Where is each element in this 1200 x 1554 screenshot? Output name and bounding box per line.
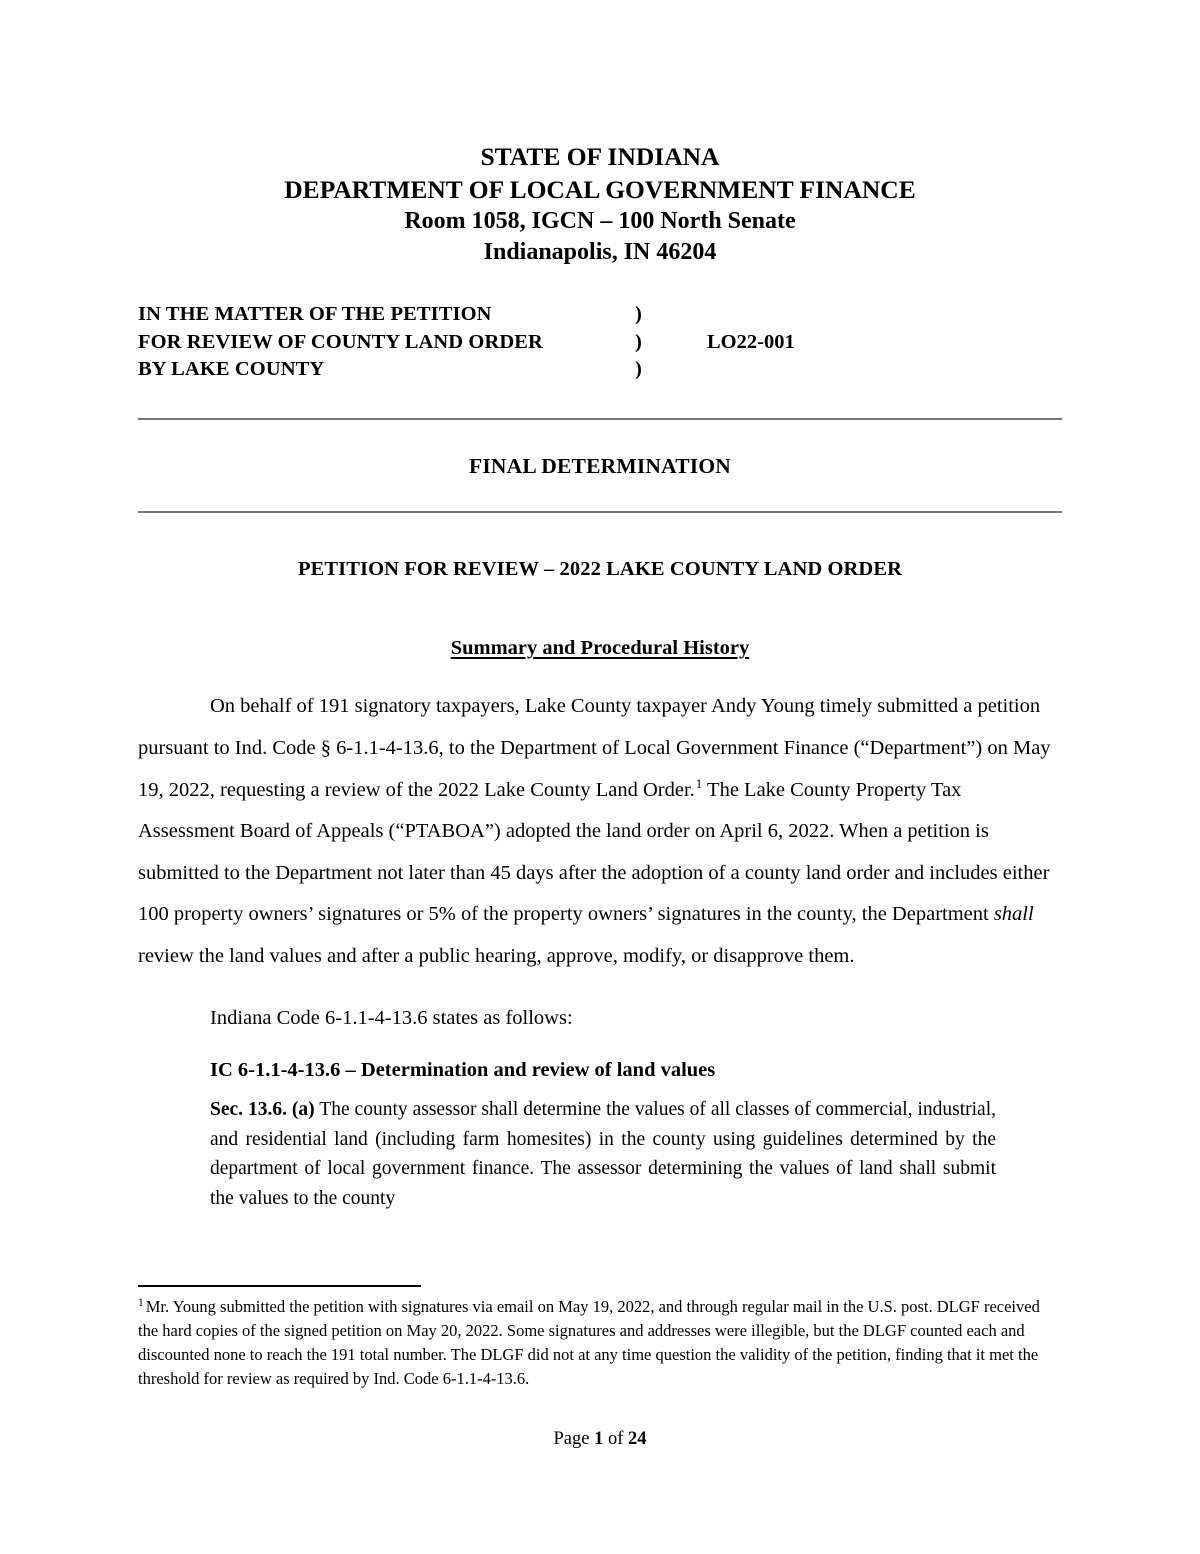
footer-page-number: 1: [594, 1429, 604, 1449]
letterhead: [138, 0, 1062, 269]
footnote-1: [138, 1295, 1062, 1391]
caption-paren-2: ): [635, 330, 642, 353]
section-heading: [138, 637, 1062, 660]
caption-line-2: FOR REVIEW OF COUNTY LAND ORDER: [138, 330, 543, 353]
case-caption: [138, 301, 1062, 385]
letterhead-address: Room 1058, IGCN – 100 North Senate: [404, 208, 796, 235]
paragraph-summary-part2: The Lake County Property Tax Assessment Board of Appeals (“PTABOA”) adopted the land order on April 6, 2022. When a petition is submitted to the Department not later than 45 days after the adoption of a county land order and includes either 100 property owners’ signatures or 5% of the property owners’ signatures in the county, the Department: [138, 778, 1050, 926]
caption-line-1: IN THE MATTER OF THE PETITION: [138, 302, 492, 325]
paragraph-summary-part3: review the land values and after a public hearing, approve, modify, or disapprove them.: [138, 944, 855, 967]
footnote-marker-1: 1: [138, 1296, 144, 1309]
document-title: FINAL DETERMINATION: [468, 454, 732, 479]
document-subject: PETITION FOR REVIEW – 2022 LAKE COUNTY LAND ORDER: [297, 558, 903, 581]
footer-page-prefix: Page: [553, 1429, 590, 1449]
divider-below-title: [138, 511, 1062, 513]
page-content: [138, 0, 1062, 1214]
paragraph-summary-part1: On behalf of 191 signatory taxpayers, Lake County taxpayer Andy Young timely submitted a petition pursuant to Ind. Code § 6-1.1-4-13.6, to the Department of Local Government Finance (“Department”) on May 19, 2022, requesting a review of the 2022 Lake County Land Order.: [138, 695, 1051, 801]
statute-quote-block: [210, 1059, 996, 1214]
caption-row: [138, 356, 1062, 384]
letterhead-state: STATE OF INDIANA: [480, 142, 720, 171]
footnote-separator: [138, 1285, 421, 1287]
case-number: LO22-001: [707, 330, 795, 353]
statute-body-text: The county assessor shall determine the values of all classes of commercial, industrial, and residential land (including farm homesites) in the county using guidelines determined by the department of local government finance. The assessor determining the values of land shall submit the values to the county: [210, 1099, 996, 1210]
paragraph-statute-intro: Indiana Code 6-1.1-4-13.6 states as follows:: [210, 1006, 573, 1029]
caption-line-3: BY LAKE COUNTY: [138, 358, 325, 381]
letterhead-city-state-zip: Indianapolis, IN 46204: [483, 239, 717, 266]
statute-section-label: Sec. 13.6. (a): [210, 1099, 315, 1121]
caption-row: [138, 301, 1062, 329]
statute-heading: IC 6-1.1-4-13.6 – Determination and review of land values: [210, 1059, 716, 1082]
footnote-area: [138, 1285, 1062, 1391]
footer-page-middle: of: [607, 1429, 624, 1449]
footnote-reference-1[interactable]: 1: [695, 775, 703, 791]
footer-total-pages: 24: [628, 1429, 647, 1449]
caption-paren-1: ): [635, 302, 642, 325]
statute-text: [210, 1095, 996, 1214]
page-footer: [0, 1429, 1200, 1450]
caption-row: [138, 329, 1062, 357]
paragraph-summary: [138, 686, 1062, 977]
caption-paren-3: ): [635, 358, 642, 381]
paragraph-summary-emphasis: shall: [993, 903, 1034, 926]
section-heading-label: Summary and Procedural History: [450, 637, 750, 660]
footnote-1-text: Mr. Young submitted the petition with signatures via email on May 19, 2022, and through regular mail in the U.S. post. DLGF received the hard copies of the signed petition on May 20, 2022. Some signatures and addresses were illegible, but the DLGF counted each and discounted none to reach the 191 total number. The DLGF did not at any time question the validity of the petition, finding that it met the threshold for review as required by Ind. Code 6-1.1-4-13.6.: [138, 1297, 1040, 1389]
letterhead-department: DEPARTMENT OF LOCAL GOVERNMENT FINANCE: [284, 175, 916, 205]
